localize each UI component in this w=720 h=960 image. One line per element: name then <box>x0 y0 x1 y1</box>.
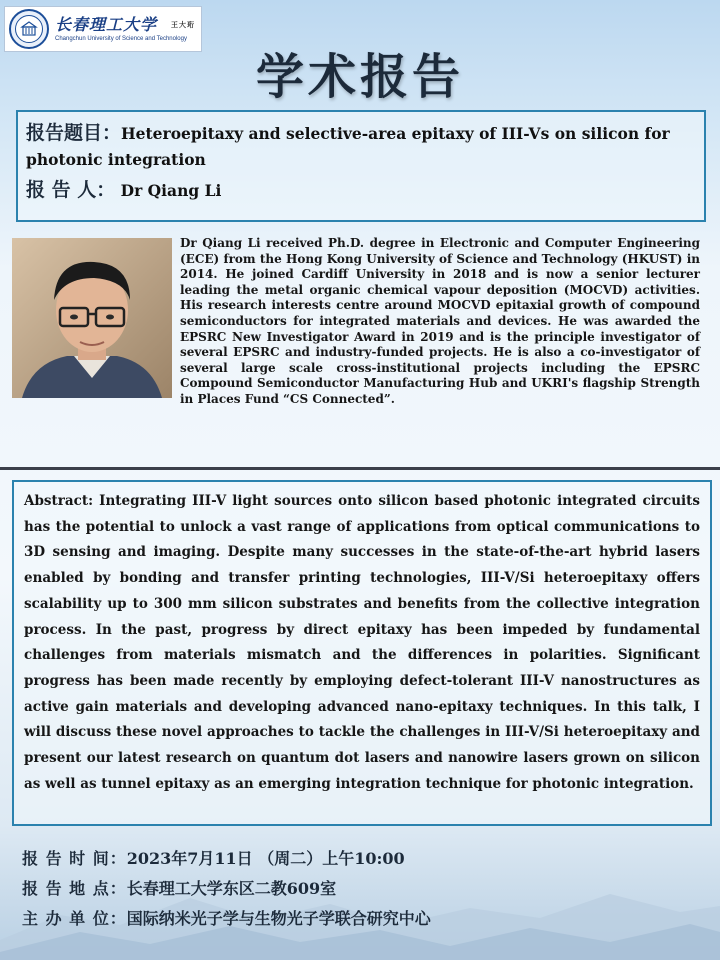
abstract-label: Abstract: <box>24 493 94 509</box>
section-divider <box>0 467 720 470</box>
page-title: 学术报告 <box>255 49 464 105</box>
speaker-name: Dr Qiang Li <box>120 181 222 200</box>
speaker-row <box>26 177 694 204</box>
talk-topic: Heteroepitaxy and selective-area epitaxy of III-Vs on silicon for photonic integration <box>26 124 670 169</box>
event-details <box>22 844 702 934</box>
host-label: 主 办 单 位： <box>22 909 127 928</box>
logo-calligrapher: 王大珩 <box>171 20 195 29</box>
place-row <box>22 874 702 904</box>
speaker-label: 报 告 人： <box>26 179 116 201</box>
place-label: 报 告 地 点： <box>22 879 127 898</box>
speaker-photo <box>12 238 172 398</box>
place-value: 长春理工大学东区二教609室 <box>126 879 337 898</box>
host-row <box>22 904 702 934</box>
topic-label: 报告题目： <box>26 122 122 144</box>
logo-name-cn: 长春理工大学 <box>55 15 158 34</box>
abstract-text: Integrating III-V light sources onto silicon based photonic integrated circuits has the potential to unlock a vast range of applications from optical communications to 3D sensing and imaging. Despite many successes in the state-of-the-art hybrid lasers enabled by bonding and transfer printing technologies, III-V/Si heteroepitaxy offers scalability up to 300 mm silicon substrates and benefits from the collective integration process. In the past, progress by direct epitaxy has been impeded by fundamental challenges from materials mismatch and the differences in polarities. Significant progress has been made recently by employing defect-tolerant III-V nanostructures as active gain materials and developing advanced nano-epitaxy techniques. In this talk, I will discuss these novel approaches to tackle the challenges in III-V/Si heteroepitaxy and present our latest research on quantum dot lasers and nanowire lasers grown on silicon as well as tunnel epitaxy as an emerging integration technique for photonic integration. <box>24 493 701 792</box>
topic-row <box>26 120 694 173</box>
time-value: 2023年7月11日 （周二）上午10:00 <box>126 849 405 868</box>
time-row <box>22 844 702 874</box>
time-label: 报 告 时 间： <box>22 849 127 868</box>
talk-info-box <box>16 110 706 222</box>
abstract-box <box>12 480 712 826</box>
host-value: 国际纳米光子学与生物光子学联合研究中心 <box>126 909 431 928</box>
speaker-bio: Dr Qiang Li received Ph.D. degree in Electronic and Computer Engineering (ECE) from the Hong Kong University of Science and Technology (HKUST) in 2014. He joined Cardiff University in 2018 and is now a senior lecturer leading the metal organic chemical vapour deposition (MOCVD) activities. His research interests centre around MOCVD epitaxial growth of compound semiconductors for integrated materials and devices. He was awarded the EPSRC New Investigator Award in 2019 and is the principle investigator of several EPSRC and industry-funded projects. He is also a co-investigator of several large scale cross-institutional projects including the EPSRC Compound Semiconductor Manufacturing Hub and UKRI's flagship Strength in Places Fund “CS Connected”. <box>180 236 700 406</box>
logo-name-en: Changchun University of Science and Technology <box>55 36 187 42</box>
